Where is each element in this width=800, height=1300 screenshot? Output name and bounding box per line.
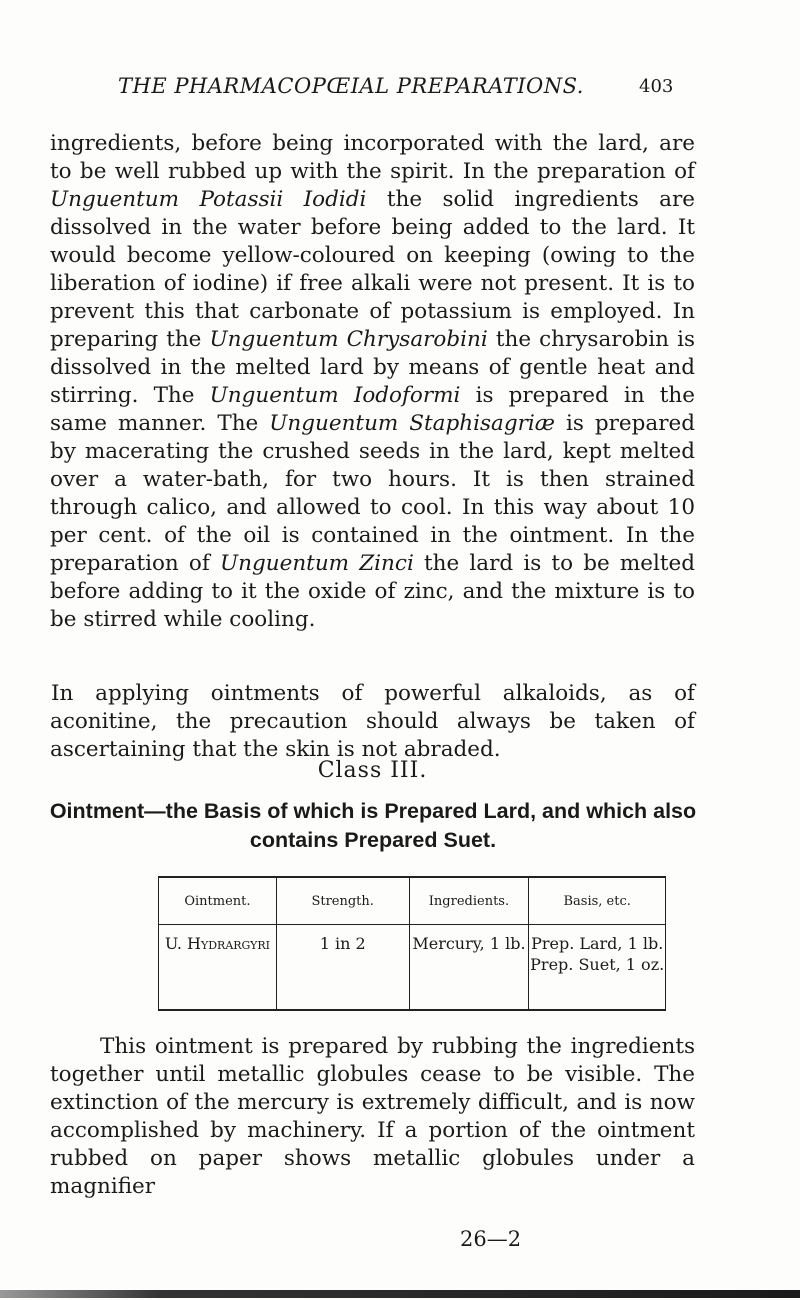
table-header-row bbox=[159, 877, 666, 925]
paragraph-text: the solid ingredients are dissolved in the water before being added to the lard. It would become yellow-coloured on keeping (owing to the liberation of iodine) if free alkali were not present. It is to prevent this that carbonate of potassium is employed. In preparing the bbox=[50, 187, 695, 352]
italic-ointment-name: Unguentum Staphisagriæ bbox=[269, 411, 555, 436]
italic-ointment-name: Unguentum Potassii Iodidi bbox=[50, 187, 367, 212]
paragraph-mercury-ointment bbox=[50, 1033, 695, 1201]
table-row bbox=[159, 925, 666, 1011]
cell-strength: 1 in 2 bbox=[276, 925, 409, 1011]
column-header-strength: Strength. bbox=[276, 877, 409, 925]
italic-ointment-name: Unguentum Iodoformi bbox=[209, 383, 461, 408]
page-number: 403 bbox=[639, 76, 674, 97]
paragraph-text: is prepared in the same manner. The bbox=[50, 383, 695, 436]
page-edge-shadow bbox=[0, 1290, 800, 1298]
basis-line: Prep. Suet, 1 oz. bbox=[530, 955, 665, 974]
paragraph-text: the lard is to be melted before adding to it the oxide of zinc, and the mixture is to be stirred while cooling. bbox=[50, 551, 695, 632]
column-header-ingredients: Ingredients. bbox=[409, 877, 529, 925]
column-header-basis: Basis, etc. bbox=[529, 877, 666, 925]
running-title: THE PHARMACOPŒIAL PREPARATIONS. bbox=[118, 74, 584, 98]
italic-ointment-name: Unguentum Zinci bbox=[220, 551, 414, 576]
paragraph-text: This ointment is prepared by rubbing the ingredients together until metallic globules cease to be visible. The extinction of the mercury is extremely difficult, and is now accomplished by machinery. If a portion of the ointment rubbed on paper shows metallic globules under a magnifier bbox=[50, 1034, 695, 1199]
paragraph-text: In applying ointments of powerful alkaloids, as of aconitine, the precaution should always be taken of ascertaining that the skin is not abraded. bbox=[50, 681, 695, 762]
cell-basis bbox=[529, 925, 666, 1011]
column-header-ointment: Ointment. bbox=[159, 877, 277, 925]
paragraph-alkaloids-precaution bbox=[50, 680, 695, 764]
paragraph-text: is prepared by macerating the crushed seeds in the lard, kept melted over a water-bath, for two hours. It is then strained through calico, and allowed to cool. In this way about 10 per cent. of the oil is contained in the ointment. In the preparation of bbox=[50, 411, 696, 576]
paragraph-ointment-preparations bbox=[50, 130, 695, 634]
paragraph-text: the chrysarobin is dissolved in the melted lard by means of gentle heat and stirring. The bbox=[50, 327, 695, 408]
italic-ointment-name: Unguentum Chrysarobini bbox=[209, 327, 488, 352]
paragraph-text: ingredients, before being incorporated with the lard, are to be well rubbed up with the spirit. In the preparation of bbox=[50, 131, 695, 184]
running-header bbox=[0, 66, 800, 100]
cell-ointment: U. Hydrargyri bbox=[159, 925, 277, 1011]
section-subtitle: Ointment—the Basis of which is Prepared Lard, and which also contains Prepared Suet. bbox=[49, 799, 697, 852]
basis-line: Prep. Lard, 1 lb. bbox=[531, 934, 664, 953]
signature-mark: 26—2 bbox=[460, 1227, 522, 1251]
class-heading: Class III. bbox=[317, 758, 428, 783]
ointment-table bbox=[158, 876, 666, 1011]
cell-ingredients: Mercury, 1 lb. bbox=[409, 925, 529, 1011]
